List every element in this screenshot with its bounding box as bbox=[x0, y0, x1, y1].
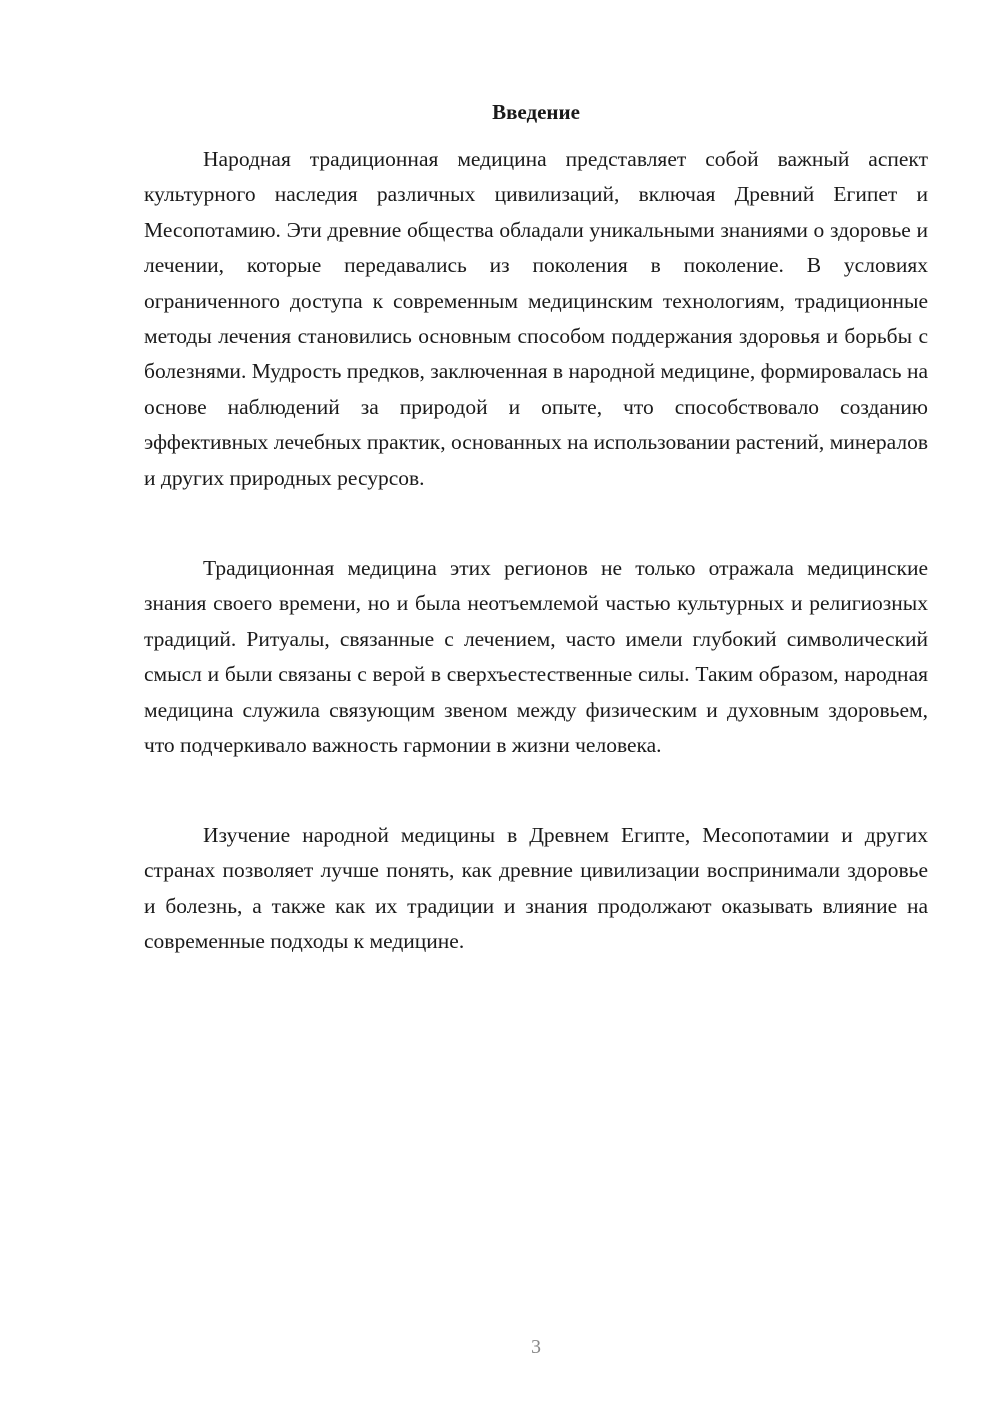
paragraph-1: Народная традиционная медицина представляет собой важный аспект культурного наследия различных цивилизаций, включая Древний Египет и Месопотамию. Эти древние общества обладали уникальными знаниями о здоровье и лечении, которые передавались из поколения в поколение. В условиях ограниченного доступа к современным медицинским технологиям, традиционные методы лечения становились основным способом поддержания здоровья и борьбы с болезнями. Мудрость предков, заключенная в народной медицине, формировалась на основе наблюдений за природой и опыте, что способствовало созданию эффективных лечебных практик, основанных на использовании растений, минералов и других природных ресурсов. bbox=[144, 147, 928, 490]
paragraph-3: Изучение народной медицины в Древнем Египте, Месопотамии и других странах позволяет лучше понять, как древние цивилизации воспринимали здоровье и болезнь, а также как их традиции и знания продолжают оказывать влияние на современные подходы к медицине. bbox=[144, 823, 928, 954]
section-title: Введение bbox=[492, 100, 580, 124]
page-number: 3 bbox=[531, 1336, 541, 1358]
paragraph-2: Традиционная медицина этих регионов не только отражала медицинские знания своего времени, но и была неотъемлемой частью культурных и религиозных традиций. Ритуалы, связанные с лечением, часто имели глубокий символический смысл и были связаны с верой в сверхъестественные силы. Таким образом, народная медицина служила связующим звеном между физическим и духовным здоровьем, что подчеркивало важность гармонии в жизни человека. bbox=[144, 556, 928, 758]
